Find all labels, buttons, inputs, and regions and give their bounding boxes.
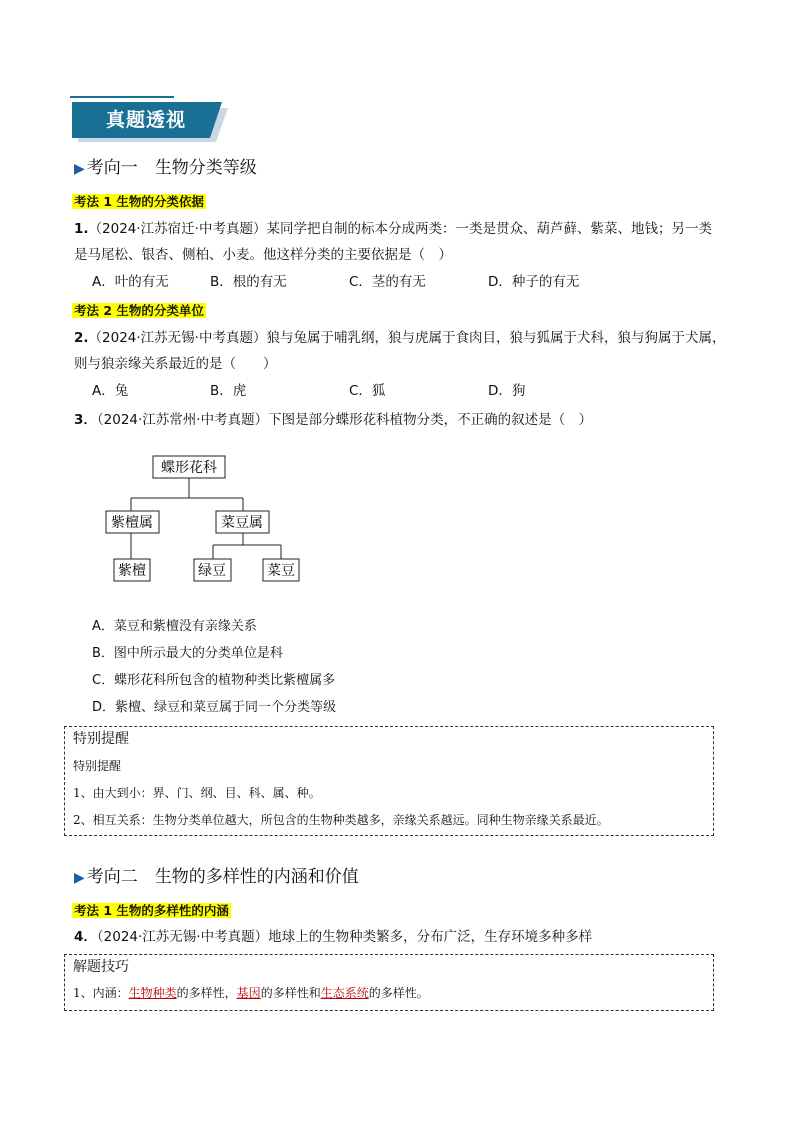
tip-line-1: 1、内涵：生物种类的多样性，基因的多样性和生态系统的多样性。 bbox=[73, 986, 429, 1000]
node-species-right-label: 菜豆 bbox=[267, 563, 295, 579]
kaofa-highlight: 考法 2 生物的分类单位 bbox=[74, 303, 204, 318]
question-2-line2: 则与狼亲缘关系最近的是（ ） bbox=[74, 356, 277, 372]
option-d[interactable]: D．紫檀、绿豆和菜豆属于同一个分类等级 bbox=[92, 700, 337, 715]
option-c[interactable]: C．狐 bbox=[349, 383, 386, 399]
banner-title: 真题透视 bbox=[106, 109, 187, 131]
option-b[interactable]: B．根的有无 bbox=[210, 274, 287, 290]
tip-box-special-reminder bbox=[64, 726, 714, 836]
tip-line-1: 1、由大到小：界、门、纲、目、科、属、种。 bbox=[73, 786, 321, 800]
banner-rule bbox=[70, 96, 174, 98]
question-source: （2024·江苏无锡·中考真题） bbox=[88, 330, 267, 346]
question-4 bbox=[74, 924, 734, 950]
question-3-options bbox=[92, 617, 336, 725]
kaofa-label bbox=[72, 191, 206, 211]
term-ecosystem: 生态系统 bbox=[320, 986, 369, 1000]
kaofa-highlight: 考法 1 生物的分类依据 bbox=[74, 194, 204, 209]
question-1-options bbox=[92, 271, 652, 293]
question-3-line1: 3．（2024·江苏常州·中考真题）下图是部分蝶形花科植物分类，不正确的叙述是（ ） bbox=[74, 412, 593, 428]
question-source: （2024·江苏常州·中考真题） bbox=[96, 412, 269, 428]
option-b[interactable]: B．图中所示最大的分类单位是科 bbox=[92, 646, 283, 661]
node-genus-left-label: 紫檀属 bbox=[111, 515, 153, 531]
node-genus-right-label: 菜豆属 bbox=[221, 515, 263, 531]
section-heading-1 bbox=[74, 156, 257, 181]
node-species-left-label: 紫檀 bbox=[118, 563, 146, 579]
kaofa-label bbox=[72, 900, 231, 920]
tip-box-solving-skill bbox=[64, 954, 714, 1011]
option-d[interactable]: D．狗 bbox=[488, 383, 526, 399]
tip-line-2: 2、相互关系：生物分类单位越大，所包含的生物种类越多，亲缘关系越远。同种生物亲缘关系最近。 bbox=[73, 813, 609, 827]
section-heading-1-text: 考向一 生物分类等级 bbox=[86, 158, 257, 178]
question-1-line2: 是马尾松、银杏、侧柏、小麦。他这样分类的主要依据是（ ） bbox=[74, 247, 452, 263]
question-source: （2024·江苏宿迁·中考真题） bbox=[88, 221, 267, 237]
question-2-options bbox=[92, 380, 652, 402]
question-2 bbox=[74, 325, 734, 377]
question-1 bbox=[74, 216, 734, 268]
option-c[interactable]: C．蝶形花科所包含的植物种类比紫檀属多 bbox=[92, 673, 336, 688]
option-a[interactable]: A．兔 bbox=[92, 383, 129, 399]
node-species-mid-label: 绿豆 bbox=[198, 563, 226, 579]
question-3 bbox=[74, 407, 734, 433]
tip-box-title: 特别提醒 bbox=[73, 731, 129, 747]
question-2-line1: 2.（2024·江苏无锡·中考真题）狼与兔属于哺乳纲，狼与虎属于食肉目，狼与狐属于犬科，狼与狗属于犬属， bbox=[74, 330, 726, 346]
option-c[interactable]: C．茎的有无 bbox=[349, 274, 426, 290]
section-heading-2-text: 考向二 生物的多样性的内涵和价值 bbox=[86, 867, 359, 887]
term-gene: 基因 bbox=[236, 986, 261, 1000]
tip-box-subtitle: 特别提醒 bbox=[73, 759, 122, 773]
kaofa-label bbox=[72, 300, 206, 320]
question-source: （2024·江苏无锡·中考真题） bbox=[96, 929, 269, 945]
question-1-line1: 1.（2024·江苏宿迁·中考真题）某同学把自制的标本分成两类：一类是贯众、葫芦藓、紫菜、地钱；另一类 bbox=[74, 221, 712, 237]
option-d[interactable]: D．种子的有无 bbox=[488, 274, 580, 290]
option-a[interactable]: A．叶的有无 bbox=[92, 274, 169, 290]
option-a[interactable]: A．菜豆和紫檀没有亲缘关系 bbox=[92, 619, 257, 634]
section-heading-2 bbox=[74, 865, 359, 890]
option-b[interactable]: B．虎 bbox=[210, 383, 247, 399]
kaofa-highlight: 考法 1 生物的多样性的内涵 bbox=[74, 903, 229, 918]
term-species: 生物种类 bbox=[128, 986, 177, 1000]
tip-box-title: 解题技巧 bbox=[73, 959, 129, 975]
classification-tree-diagram bbox=[100, 450, 310, 590]
node-family-label: 蝶形花科 bbox=[161, 460, 217, 476]
triangle-marker-icon: ▶ bbox=[74, 870, 85, 886]
question-4-line1: 4．（2024·江苏无锡·中考真题）地球上的生物种类繁多，分布广泛，生存环境多种多样 bbox=[74, 929, 593, 945]
triangle-marker-icon: ▶ bbox=[74, 161, 85, 177]
